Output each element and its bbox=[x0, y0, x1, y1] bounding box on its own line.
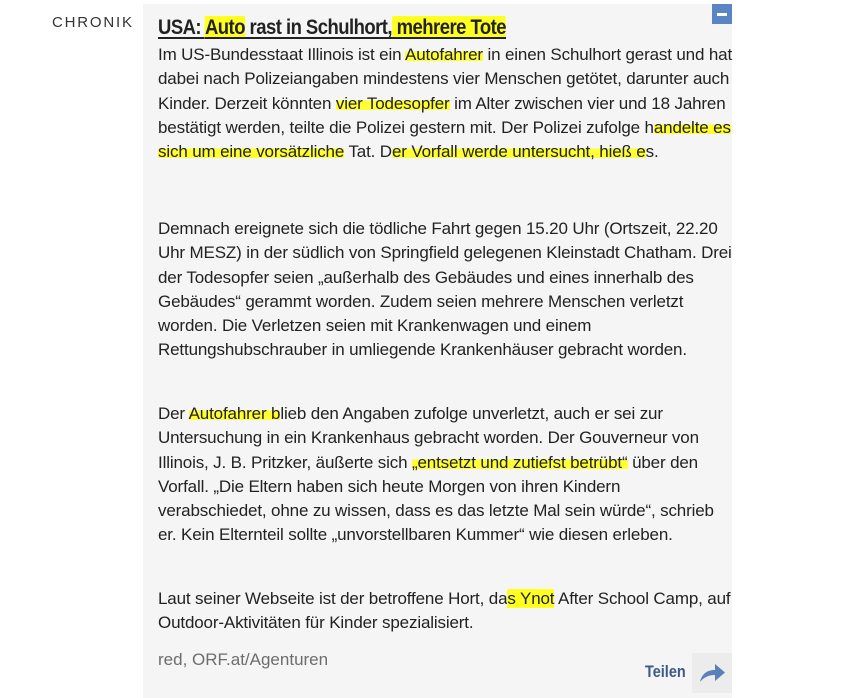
highlight: „entsetzt und zutiefst betrübt“ bbox=[411, 452, 628, 472]
paragraph-1 bbox=[158, 43, 733, 164]
collapse-button[interactable] bbox=[712, 4, 732, 24]
share-button[interactable]: Teilen bbox=[645, 662, 686, 681]
text: in einen Schulhort gerast und hat dabei nach Polizeiangaben mindestens vier Menschen getötet, darunter auch Kinder. Derzeit könnten bbox=[158, 45, 733, 113]
article-source: red, ORF.at/Agenturen bbox=[158, 650, 329, 669]
paragraph-3 bbox=[158, 402, 733, 548]
highlight: andelte es sich um eine vorsätzliche bbox=[158, 117, 731, 162]
headline-highlight: Auto bbox=[204, 16, 245, 39]
highlight: er Vorfall werde untersucht, hieß e bbox=[391, 142, 646, 162]
paragraph-2: Demnach ereignete sich die tödliche Fahrt gegen 15.20 Uhr (Ortszeit, 22.20 Uhr MESZ) in der südlich von Springfield gelegenen Kleinstadt Chatham. Drei der Todesopfer seien „außerhalb des Gebäudes und eines innerhalb des Gebäudes“ gerammt worden. Zudem seien mehrere Menschen verletzt worden. Die Verletzen seien mit Krankenwagen und einem Rettungshubschrauber in umliegende Krankenhäuser gebracht worden. bbox=[158, 219, 732, 360]
paragraph-4 bbox=[158, 587, 733, 636]
headline-highlight: mehrere Tote bbox=[392, 16, 507, 39]
highlight: Autofahrer bbox=[405, 45, 483, 64]
text: s. bbox=[645, 142, 659, 162]
text: After School Camp, auf Outdoor-Aktivitäten für Kinder spezialisiert. bbox=[158, 589, 731, 633]
headline-text: USA: bbox=[158, 16, 205, 39]
text: lieb den Angaben zufolge unverletzt, auch er sei zur Untersuchung in ein Krankenhaus gebracht worden. Der Gouverneur von Illinois, J. B. Pritzker, äußerte sich bbox=[158, 404, 699, 472]
highlight: s Ynot bbox=[507, 589, 555, 608]
article-headline[interactable] bbox=[158, 16, 506, 40]
section-label: CHRONIK bbox=[52, 14, 134, 31]
text: im Alter zwischen vier und 18 Jahren bestätigt werden, teilte die Polizei gestern mit. Der Polizei zufolge h bbox=[158, 93, 726, 137]
minus-icon bbox=[717, 13, 727, 16]
text: über den Vorfall. „Die Eltern haben sich heute Morgen von ihren Kindern verabschiedet, ohne zu wissen, dass es das letzte Mal sein würde“, schrieb er. Kein Elternteil sollte „unvorstellbaren Kummer“ wie diesen erleben. bbox=[158, 452, 714, 545]
text: Laut seiner Webseite ist der betroffene Hort, da bbox=[158, 589, 508, 608]
text: Der bbox=[158, 404, 189, 423]
highlight: vier Todesopfer bbox=[335, 93, 450, 113]
share-arrow-icon bbox=[698, 662, 726, 684]
share-icon-button[interactable] bbox=[692, 653, 732, 693]
highlight: Autofahrer b bbox=[188, 404, 281, 423]
text: Tat. D bbox=[344, 142, 392, 162]
text: Im US-Bundesstaat Illinois ist ein bbox=[158, 45, 406, 64]
headline-text: rast in Schulhort, bbox=[244, 16, 393, 39]
